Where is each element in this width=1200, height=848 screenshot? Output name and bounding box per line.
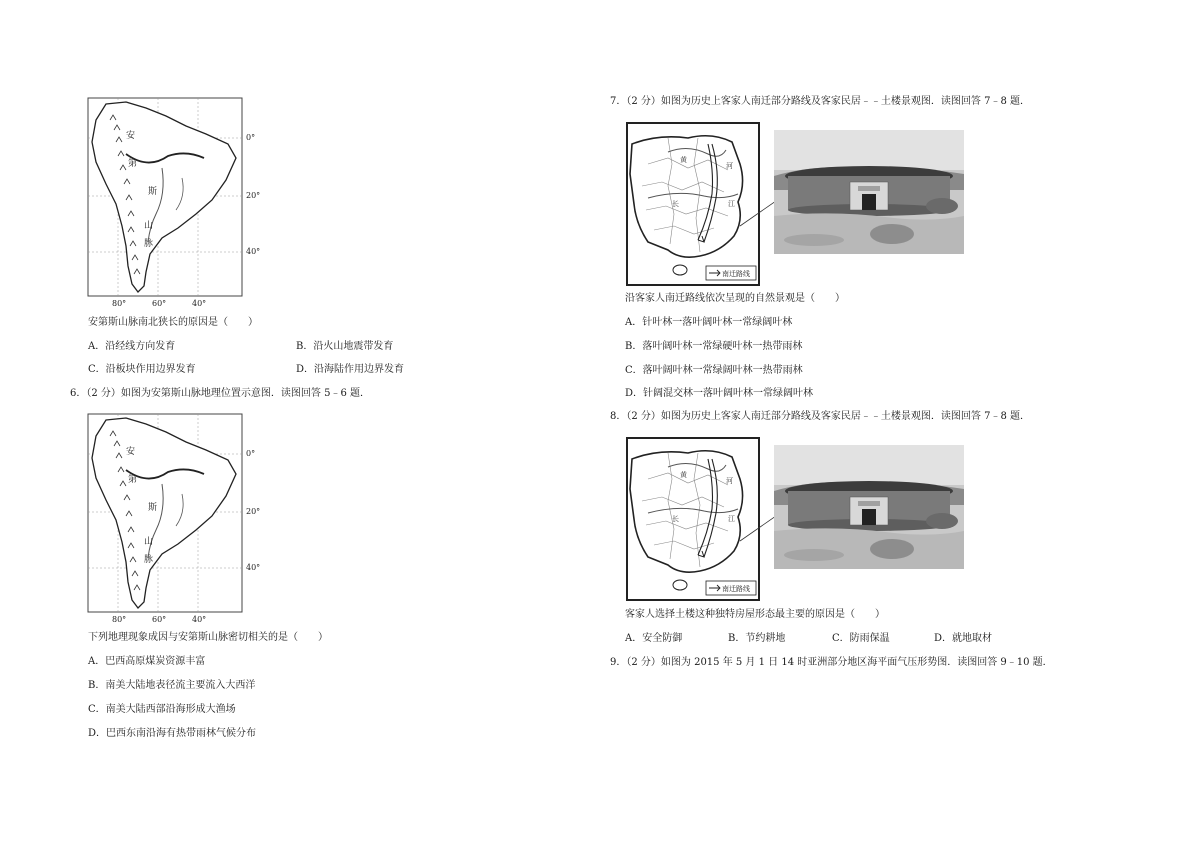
map-label-3: 长 bbox=[672, 200, 679, 208]
range-char-5: 脉 bbox=[144, 555, 154, 565]
range-char-3: 斯 bbox=[148, 187, 158, 197]
lat-label-40: 40° bbox=[246, 563, 261, 572]
q5-option-c[interactable]: C．沿板块作用边界发育 bbox=[88, 364, 196, 375]
tulou-photo-q8 bbox=[774, 445, 964, 569]
lon-label-60: 60° bbox=[152, 299, 167, 308]
q5-option-d[interactable]: D．沿海陆作用边界发育 bbox=[296, 364, 405, 375]
lat-label-20: 20° bbox=[246, 191, 261, 200]
map-label-1: 黄 bbox=[680, 471, 687, 479]
q6-header: 6．（2 分）如图为安第斯山脉地理位置示意图．读图回答 5﹣6 题． bbox=[70, 388, 370, 399]
range-char-4: 山 bbox=[144, 221, 154, 231]
q6-option-d[interactable]: D．巴西东南沿海有热带雨林气候分布 bbox=[88, 728, 257, 739]
range-char-1: 安 bbox=[126, 131, 136, 141]
q7-option-a[interactable]: A．针叶林一落叶阔叶林一常绿阔叶林 bbox=[625, 317, 793, 328]
map-label-4: 江 bbox=[728, 515, 735, 523]
q7-option-d[interactable]: D．针阔混交林一落叶阔叶林一常绿阔叶林 bbox=[625, 388, 814, 399]
q7-header: 7．（2 分）如图为历史上客家人南迁部分路线及客家民居﹣﹣土楼景观图．读图回答 7﹣8 题． bbox=[610, 96, 1030, 107]
tulou-photo-q7 bbox=[774, 130, 964, 254]
map-label-1: 黄 bbox=[680, 156, 687, 164]
lat-label-0: 0° bbox=[246, 449, 256, 458]
lon-label-40: 40° bbox=[192, 615, 207, 624]
map-label-2: 河 bbox=[726, 162, 733, 170]
range-char-3: 斯 bbox=[148, 503, 158, 513]
q7-option-b[interactable]: B．落叶阔叶林一常绿硬叶林一热带雨林 bbox=[625, 341, 803, 352]
south-america-map-q6 bbox=[86, 412, 266, 624]
map-label-3: 长 bbox=[672, 515, 679, 523]
q7-stem: 沿客家人南迁路线依次呈现的自然景观是（ ） bbox=[625, 293, 845, 304]
map-label-2: 河 bbox=[726, 477, 733, 485]
range-char-1: 安 bbox=[126, 447, 136, 457]
lat-label-0: 0° bbox=[246, 133, 256, 142]
q6-option-c[interactable]: C．南美大陆西部沿海形成大渔场 bbox=[88, 704, 236, 715]
migration-legend: 南迁路线 bbox=[722, 270, 750, 278]
q8-option-a[interactable]: A．安全防御 bbox=[625, 633, 683, 644]
q8-stem: 客家人选择土楼这种独特房屋形态最主要的原因是（ ） bbox=[625, 609, 885, 620]
q8-option-b[interactable]: B．节约耕地 bbox=[728, 633, 786, 644]
q9-header: 9．（2 分）如图为 2015 年 5 月 1 日 14 时亚洲部分地区海平面气压形势图．读图回答 9﹣10 题． bbox=[610, 657, 1053, 668]
range-char-4: 山 bbox=[144, 537, 154, 547]
q5-stem: 安第斯山脉南北狭长的原因是（ ） bbox=[88, 317, 258, 328]
lat-label-20: 20° bbox=[246, 507, 261, 516]
q5-option-b[interactable]: B．沿火山地震带发育 bbox=[296, 341, 394, 352]
lon-label-80: 80° bbox=[112, 299, 127, 308]
range-char-2: 第 bbox=[128, 159, 138, 169]
q8-option-d[interactable]: D．就地取材 bbox=[934, 633, 993, 644]
south-america-map-q5 bbox=[86, 96, 266, 308]
q8-option-c[interactable]: C．防雨保温 bbox=[832, 633, 890, 644]
range-char-2: 第 bbox=[128, 475, 138, 485]
q6-stem: 下列地理现象成因与安第斯山脉密切相关的是（ ） bbox=[88, 632, 328, 643]
q7-option-c[interactable]: C．落叶阔叶林一常绿阔叶林一热带雨林 bbox=[625, 365, 803, 376]
map-label-4: 江 bbox=[728, 200, 735, 208]
lon-label-60: 60° bbox=[152, 615, 167, 624]
q6-option-a[interactable]: A．巴西高原煤炭资源丰富 bbox=[88, 656, 206, 667]
q8-header: 8．（2 分）如图为历史上客家人南迁部分路线及客家民居﹣﹣土楼景观图．读图回答 7﹣8 题． bbox=[610, 411, 1030, 422]
lon-label-40: 40° bbox=[192, 299, 207, 308]
lat-label-40: 40° bbox=[246, 247, 261, 256]
migration-legend: 南迁路线 bbox=[722, 585, 750, 593]
range-char-5: 脉 bbox=[144, 239, 154, 249]
q5-option-a[interactable]: A．沿经线方向发育 bbox=[88, 341, 176, 352]
q6-option-b[interactable]: B．南美大陆地表径流主要流入大西洋 bbox=[88, 680, 256, 691]
lon-label-80: 80° bbox=[112, 615, 127, 624]
